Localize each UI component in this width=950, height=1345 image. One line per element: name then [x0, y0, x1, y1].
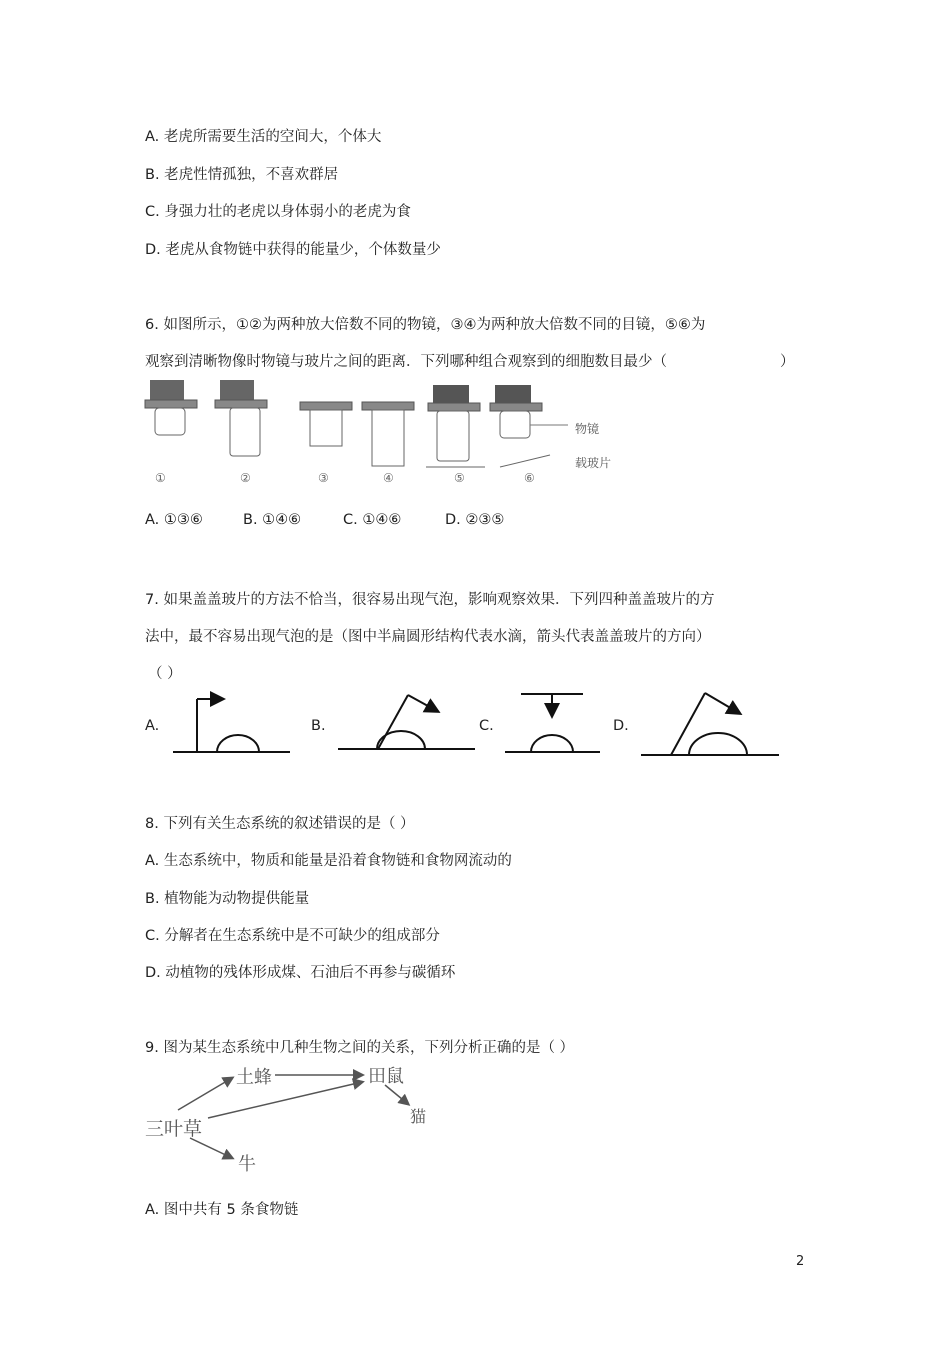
objective-distance-6	[490, 385, 568, 467]
fig-num-1: ①	[155, 471, 166, 485]
q6-option-b: B. ①④⑥	[243, 512, 302, 528]
q8-option-c: C. 分解者在生态系统中是不可缺少的组成部分	[145, 928, 440, 944]
fig-num-6: ⑥	[524, 471, 535, 485]
q8-option-b: B. 植物能为动物提供能量	[145, 891, 310, 907]
fig-num-5: ⑤	[454, 471, 465, 485]
objective-distance-5	[426, 385, 485, 467]
food-web-cow: 牛	[238, 1154, 256, 1175]
q6-stem-paren: ）	[780, 354, 795, 370]
food-web-grass: 三叶草	[145, 1118, 203, 1140]
q6-option-d: D. ②③⑤	[445, 512, 505, 528]
q8-stem: 8. 下列有关生态系统的叙述错误的是（ ）	[145, 816, 415, 832]
q6-stem-line2: 观察到清晰物像时物镜与玻片之间的距离．下列哪种组合观察到的细胞数目最少（	[145, 354, 667, 370]
fig-num-3: ③	[318, 471, 329, 485]
q5-option-b: B. 老虎性情孤独，不喜欢群居	[145, 167, 339, 183]
food-web-diagram	[140, 1060, 440, 1180]
q6-option-a: A. ①③⑥	[145, 512, 203, 528]
q7-stem-line1: 7. 如果盖盖玻片的方法不恰当，很容易出现气泡，影响观察效果．下列四种盖盖玻片的方	[145, 592, 715, 608]
q8-option-d: D. 动植物的残体形成煤、石油后不再参与碳循环	[145, 965, 456, 981]
q6-stem-line1: 6. 如图所示，①②为两种放大倍数不同的物镜，③④为两种放大倍数不同的目镜，⑤⑥为	[145, 317, 706, 333]
coverslip-option-c	[505, 694, 600, 752]
label-objective: 物镜	[575, 422, 600, 436]
coverslip-diagram	[165, 685, 785, 765]
q6-option-c: C. ①④⑥	[343, 512, 402, 528]
q9-option-a: A. 图中共有 5 条食物链	[145, 1202, 299, 1218]
food-web-cat: 猫	[410, 1107, 427, 1126]
q9-stem: 9. 图为某生态系统中几种生物之间的关系，下列分析正确的是（ ）	[145, 1040, 575, 1056]
objective-lens-2	[215, 380, 267, 456]
eyepiece-4	[362, 402, 414, 466]
q7-label-a: A.	[145, 718, 160, 734]
coverslip-option-a	[173, 699, 290, 752]
label-slide: 载玻片	[575, 456, 612, 470]
q5-option-d: D. 老虎从食物链中获得的能量少，个体数量少	[145, 242, 441, 258]
q7-stem-paren: （ ）	[148, 666, 182, 682]
fig-num-4: ④	[383, 471, 394, 485]
coverslip-option-b	[338, 695, 475, 749]
q5-option-a: A. 老虎所需要生活的空间大，个体大	[145, 129, 382, 145]
eyepiece-3	[300, 402, 352, 446]
coverslip-option-d	[641, 693, 779, 755]
fig-num-2: ②	[240, 471, 251, 485]
q7-label-b: B.	[311, 718, 326, 734]
q7-label-d: D.	[613, 718, 629, 734]
page-number: 2	[796, 1254, 805, 1269]
q7-label-c: C.	[479, 718, 494, 734]
microscope-lens-figure	[140, 375, 620, 490]
q7-stem-line2: 法中，最不容易出现气泡的是（图中半扁圆形结构代表水滴，箭头代表盖盖玻片的方向）	[145, 629, 711, 645]
food-web-bee: 土蜂	[236, 1067, 272, 1088]
q5-option-c: C. 身强力壮的老虎以身体弱小的老虎为食	[145, 204, 411, 220]
q8-option-a: A. 生态系统中，物质和能量是沿着食物链和食物网流动的	[145, 853, 512, 869]
food-web-mouse: 田鼠	[368, 1066, 404, 1087]
objective-lens-1	[145, 380, 197, 435]
